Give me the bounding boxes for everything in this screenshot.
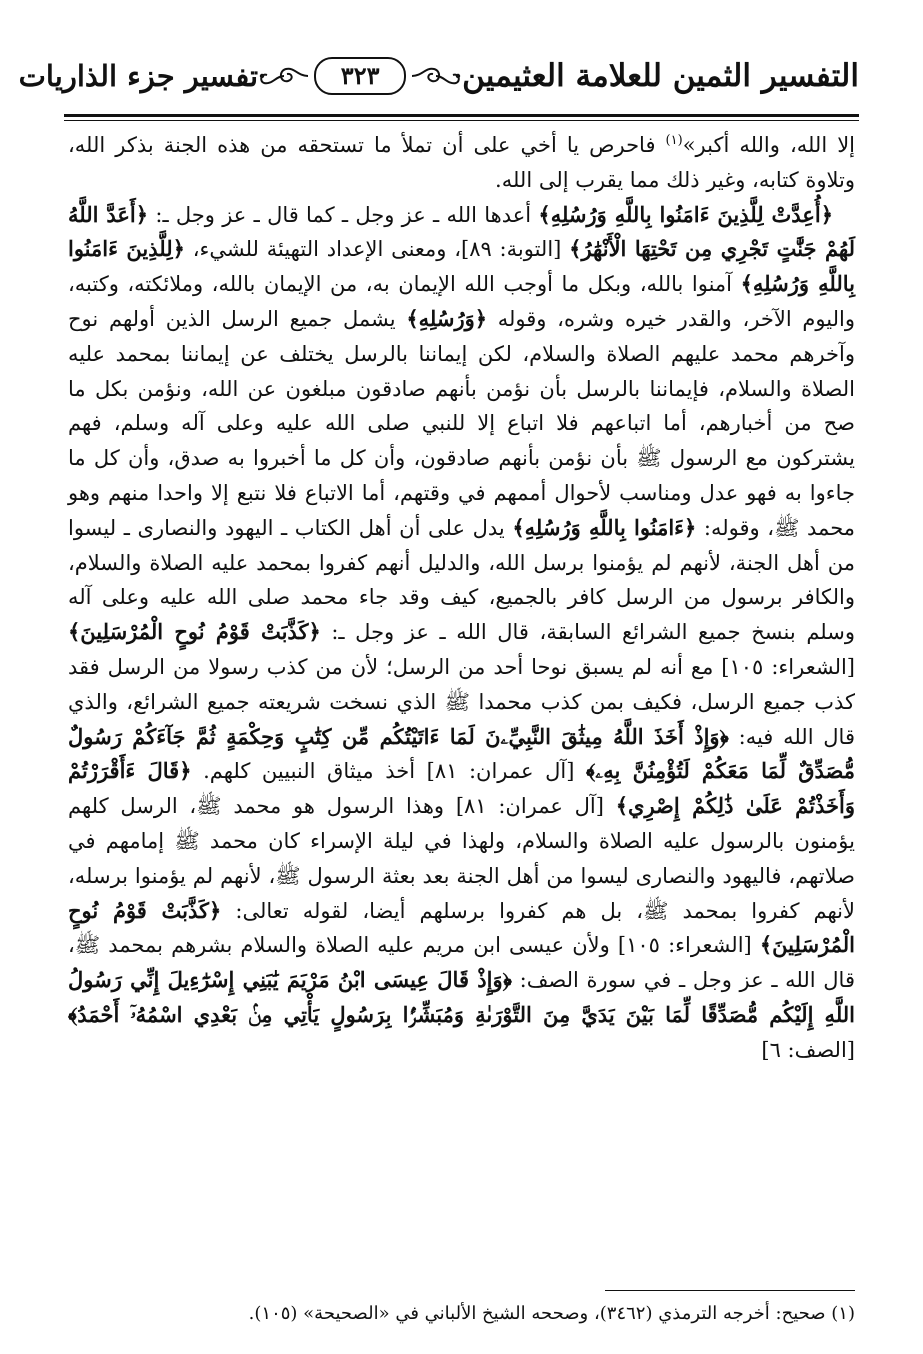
paragraph — [68, 198, 855, 1068]
quran-verse: ﴿وَرُسُلِهِ﴾ — [406, 305, 488, 331]
text-run: يدل على أن أهل الكتاب ـ اليهود والنصارى ـ ليسوا من أهل الجنة، لأنهم لم يؤمنوا برسل الله، والدليل أنهم كفروا بمحمد عليه الصلاة والسلام، والكافر برسول من الرسل كافر بالجميع، كيف وقد جاء محمد صلى الله عليه وعلى آله وسلم بنسخ جميع الشرائع السابقة، قال الله ـ عز وجل ـ: — [68, 515, 855, 645]
text-run: فاحرص يا أخي على أن تملأ ما تستحقه من هذه الجنة بذكر الله، وتلاوة كتابه، وغير ذلك مما يقرب إلى الله. — [68, 133, 855, 192]
text-run: [آل عمران: ٨١] أخذ ميثاق النبيين كلهم. — [191, 759, 586, 784]
quran-verse: ﴿وَإِذْ قَالَ عِيسَى ابْنُ مَرْيَمَ يَٰبَنِي إِسْرَٰٓءِيلَ إِنِّي رَسُولُ اللَّهِ إِلَيْكُم مُّصَدِّقًا لِّمَا بَيْنَ يَدَيَّ مِنَ التَّوْرَىٰةِ وَمُبَشِّرًۢا بِرَسُولٍ يَأْتِي مِنۢ بَعْدِي اسْمُهُۥٓ أَحْمَدُ﴾ — [68, 967, 855, 1027]
quran-verse: ﴿كَذَّبَتْ قَوْمُ نُوحٍ الْمُرْسَلِينَ﴾ — [68, 619, 321, 645]
quran-verse: ﴿وَإِذْ أَخَذَ اللَّهُ مِيثَٰقَ النَّبِيِّۦنَ لَمَا ءَاتَيْتُكُم مِّن كِتَٰبٍ وَحِكْمَةٍ ثُمَّ جَآءَكُمْ رَسُولٌ مُّصَدِّقٌ لِّمَا مَعَكُمْ لَتُؤْمِنُنَّ بِهِۦ﴾ — [68, 723, 856, 784]
quran-verse: ﴿ءَامَنُوا بِاللَّهِ وَرُسُلِهِ﴾ — [512, 514, 697, 540]
text-run: [الشعراء: ١٠٥] مع أنه لم يسبق نوحا أحد من الرسل؛ لأن من كذب رسولا من الرسل فقد كذب جميع الرسل، فكيف بمن كذب محمدا ﷺ الذي نسخت شريعته جميع الشرائع، والذي قال الله فيه: — [68, 654, 855, 749]
text-run: آمنوا بالله، وبكل ما أوجب الله الإيمان به، من الإيمان بالله، وملائكته، وكتبه، واليوم الآخر، والقدر خيره وشره، وقوله — [68, 272, 855, 331]
page-number: ٣٢٣ — [314, 57, 406, 95]
quran-verse: ﴿لِلَّذِينَ ءَامَنُوا بِاللَّهِ وَرُسُلِهِ﴾ — [68, 236, 856, 297]
right-swirl-ornament-icon — [410, 63, 462, 89]
header-divider-thin — [64, 120, 859, 121]
paragraph — [68, 128, 855, 198]
footnotes — [68, 1300, 855, 1328]
text-run: [آل عمران: ٨١] وهذا الرسول هو محمد ﷺ، الرسل كلهم يؤمنون بالرسول عليه الصلاة والسلام، ولهذا في ليلة الإسراء كان محمد ﷺ إمامهم في صلاتهم، فاليهود والنصارى ليسوا من أهل الجنة بعد بعثة الرسول ﷺ، لأنهم لم يؤمنوا برسله، لأنهم كفروا بمحمد ﷺ، بل هم كفروا برسلهم أيضا، لقوله تعالى: — [68, 794, 855, 923]
quran-verse: ﴿أُعِدَّتْ لِلَّذِينَ ءَامَنُوا بِاللَّهِ وَرُسُلِهِ﴾ — [538, 201, 833, 227]
text-run: يشمل جميع الرسل الذين أولهم نوح وآخرهم محمد عليهم الصلاة والسلام، لكن إيماننا بالرسل يختلف عن إيماننا بمحمد عليه الصلاة والسلام، فإيماننا بالرسل بأن نؤمن بأنهم صادقون مبلغون عن الله، ونؤمن بكل ما صح من أخبارهم، أما اتباعهم فلا اتباع إلا للنبي صلى الله عليه وعلى آله وسلم، فهم يشتركون مع الرسول ﷺ بأن نؤمن بأنهم صادقون، وأن كل ما أخبروا به صدق، وأن كل ما جاءوا به فهو عدل ومناسب لأحوال أممهم في وقتهم، أما الاتباع فلا نتبع إلا واحدا منهم وهو محمد ﷺ، وقوله: — [68, 306, 856, 540]
part-title: تفسير جزء الذاريات — [18, 59, 259, 93]
footnote-marker: (١) — [665, 133, 683, 148]
running-header — [18, 36, 859, 116]
book-title: التفسير الثمين للعلامة العثيمين — [462, 58, 859, 94]
quran-verse: ﴿قَالَ ءَأَقْرَرْتُمْ وَأَخَذْتُمْ عَلَىٰ ذَٰلِكُمْ إِصْرِي﴾ — [68, 758, 855, 819]
text-run: [التوبة: ٨٩]، ومعنى الإعداد التهيئة للشيء، — [184, 237, 570, 262]
text-run: إلا الله، والله أكبر» — [682, 133, 856, 157]
text-run: [الصف: ٦] — [761, 1037, 855, 1062]
page-number-ornament — [258, 57, 462, 95]
quran-verse: ﴿كَذَّبَتْ قَوْمُ نُوحٍ الْمُرْسَلِينَ﴾ — [68, 897, 855, 958]
footnote-divider — [605, 1290, 855, 1291]
body-text — [68, 128, 855, 1068]
left-swirl-ornament-icon — [258, 63, 310, 89]
header-divider — [64, 114, 859, 117]
quran-verse: ﴿أَعَدَّ اللَّهُ لَهُمْ جَنَّٰتٍ تَجْرِي مِن تَحْتِهَا الْأَنْهَٰرُ﴾ — [68, 201, 856, 262]
text-run: [الشعراء: ١٠٥] ولأن عيسى ابن مريم عليه الصلاة والسلام بشرهم بمحمد ﷺ، قال الله ـ عز وجل ـ في سورة الصف: — [68, 933, 855, 993]
footnote-item: (١) صحيح: أخرجه الترمذي (٣٤٦٢)، وصححه الشيخ الألباني في «الصحيحة» (١٠٥). — [248, 1303, 855, 1324]
text-run: أعدها الله ـ عز وجل ـ كما قال ـ عز وجل ـ: — [148, 202, 539, 227]
